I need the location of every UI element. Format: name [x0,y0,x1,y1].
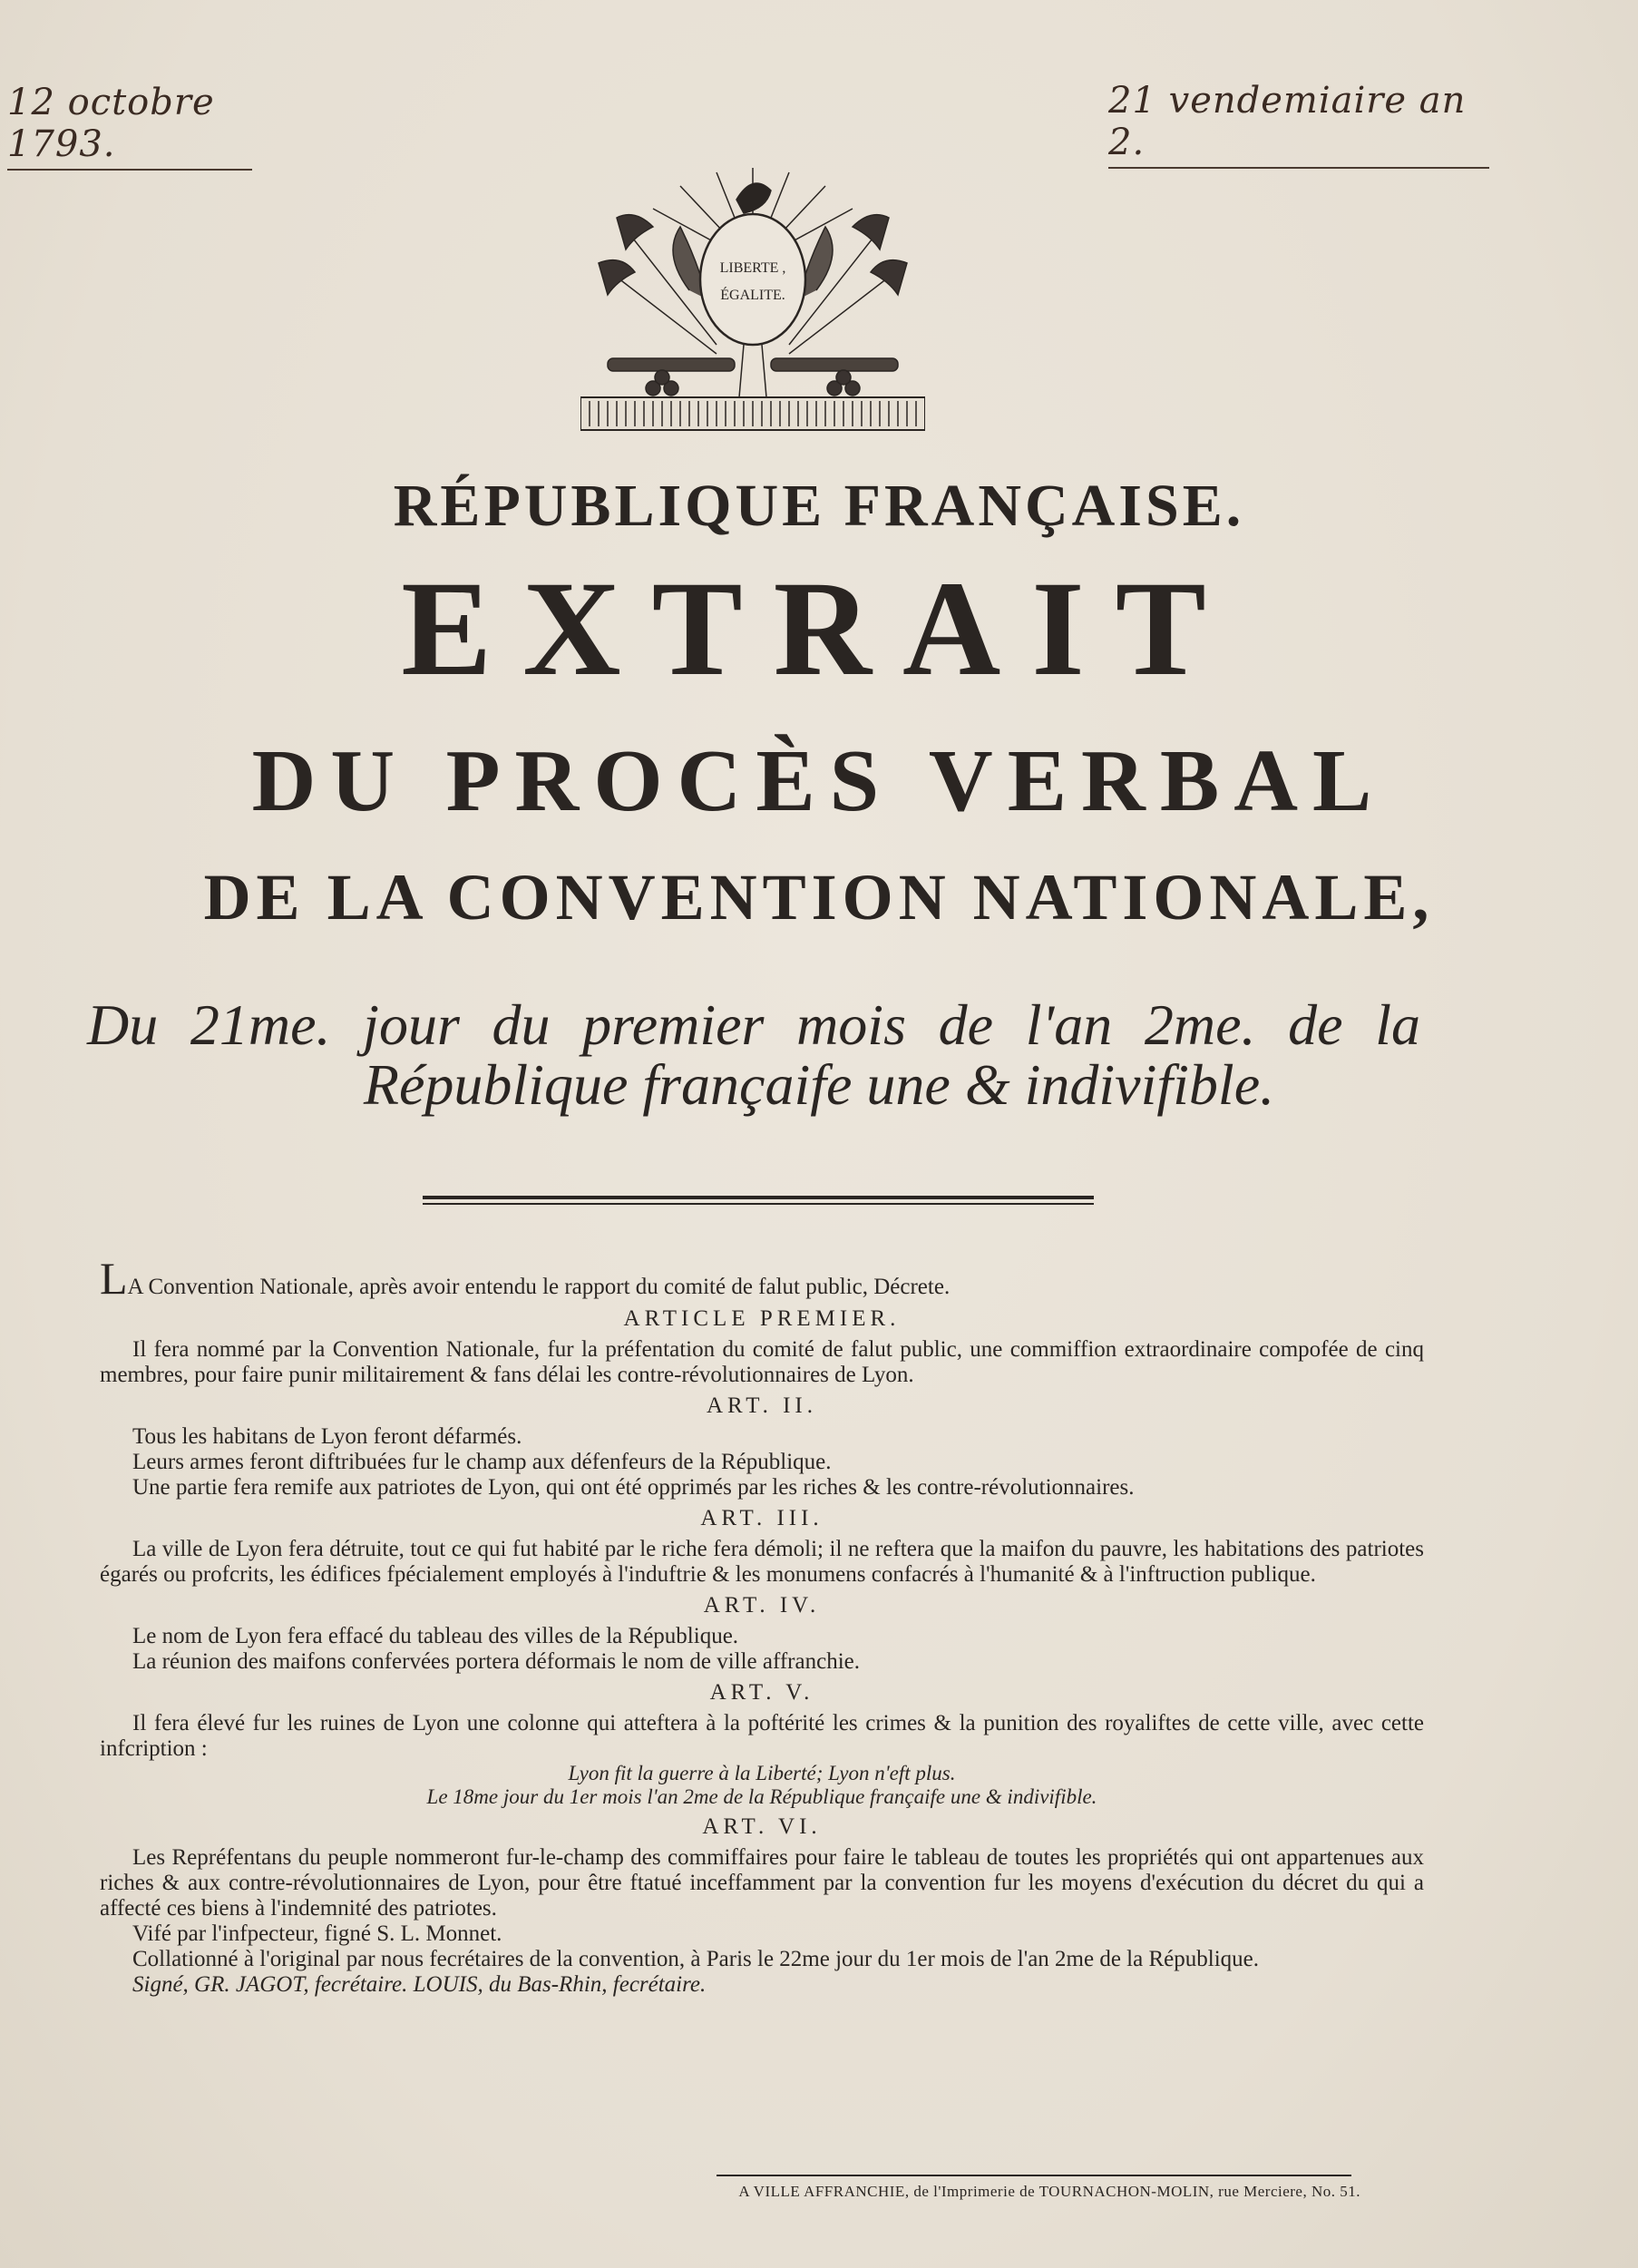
header-extrait: EXTRAIT [401,553,1237,704]
article-1-text: Il fera nommé par la Convention Nationale, fur la préfentation du comité de falut public, une commiffion extraordinaire compofée de cinq membres, pour faire punir militairement & fans délai les contre-révolutionnaires de Lyon. [100,1337,1424,1387]
signatures-line: Signé, GR. JAGOT, fecrétaire. LOUIS, du Bas-Rhin, fecrétaire. [132,1971,707,1997]
handwritten-date-gregorian: 12 octobre 1793. [7,82,252,165]
printer-imprint: A VILLE AFFRANCHIE, de l'Imprimerie de TOURNACHON-MOLIN, rue Merciere, No. 51. [738,2183,1360,2200]
article-3-title: ART. III. [700,1506,824,1530]
decree-body [100,1253,1424,1998]
republican-emblem-icon [580,163,925,435]
separator-rule [423,1196,1094,1207]
emblem-egalite: ÉGALITE. [720,288,785,303]
emblem-liberte: LIBERTE , [719,260,786,276]
header-republique: RÉPUBLIQUE FRANÇAISE. [393,473,1245,539]
handwritten-date-republican: 21 vendemiaire an 2. [1108,80,1489,163]
article-2-line-1: Tous les habitans de Lyon feront défarmés. [132,1424,522,1449]
article-4-line-1: Le nom de Lyon fera effacé du tableau des villes de la République. [132,1624,739,1648]
article-1-title: ARTICLE PREMIER. [623,1306,901,1331]
imprint-rule [717,2175,1351,2176]
article-3-text: La ville de Lyon fera détruite, tout ce qui fut habité par le riche fera démoli; il ne reftera que la maifon du pauvre, les habitations des patriotes égarés ou profcrits, les édifices fpécialement employés à l'induftrie & les monumens confacrés à l'humanité & à l'inftruction publique. [100,1537,1424,1587]
article-5-title: ART. V. [709,1680,814,1705]
header-convention: DE LA CONVENTION NATIONALE, [203,861,1435,934]
dropcap: L [100,1253,128,1304]
header-proces-verbal: DU PROCÈS VERBAL [251,732,1387,830]
article-6-title: ART. VI. [702,1813,822,1839]
article-5-inscription-2: Le 18me jour du 1er mois l'an 2me de la République françaife une & indivifible. [426,1784,1097,1808]
article-4-line-2: La réunion des maifons confervées portera déformais le nom de ville affranchie. [132,1649,860,1674]
article-2-line-3: Une partie fera remife aux patriotes de Lyon, qui ont été opprimés par les riches & les contre-révolutionnaires. [132,1475,1135,1500]
article-5-inscription-1: Lyon fit la guerre à la Liberté; Lyon n'eft plus. [568,1762,956,1784]
article-2-title: ART. II. [706,1393,818,1418]
decree-intro: LA Convention Nationale, après avoir entendu le rapport du comité de falut public, Décrete. [100,1253,951,1304]
article-6-text: Les Repréfentans du peuple nommeront fur-le-champ des commiffaires pour faire le tableau de toutes les propriétés qui ont appartenues aux riches & aux contre-révolutionnaires de Lyon, pour être ftatué inceffamment par la convention fur les moyens d'exécution du décret du qui a affecté ces biens à l'indemnité des patriotes. [100,1844,1424,1921]
header-date-line-1: Du 21me. jour du premier mois de l'an 2me. de la [87,992,1420,1057]
article-5-text: Il fera élevé fur les ruines de Lyon une colonne qui atteftera à la poftérité les crimes & la punition des royaliftes de cette ville, avec cette infcription : [100,1711,1424,1761]
vise-line: Vifé par l'infpecteur, figné S. L. Monnet. [132,1921,502,1946]
article-2-line-2: Leurs armes feront diftribuées fur le champ aux défenfeurs de la République. [132,1450,832,1474]
collationne-line: Collationné à l'original par nous fecrétaires de la convention, à Paris le 22me jour du 1er mois de l'an 2me de la République. [132,1946,1259,1971]
article-4-title: ART. IV. [703,1593,821,1618]
header-date-line-2: République françaife une & indivifible. [363,1052,1275,1117]
